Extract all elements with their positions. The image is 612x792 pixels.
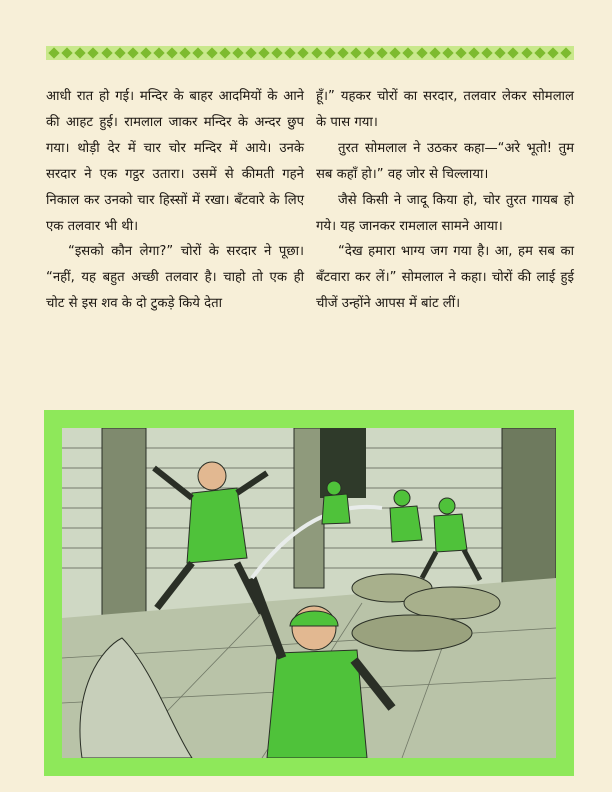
- paragraph: तुरत सोमलाल ने उठकर कहा—“अरे भूतो! तुम सब कहाँ हो।” वह जोर से चिल्लाया।: [316, 140, 574, 182]
- paragraph: आधी रात हो गई। मन्दिर के बाहर आदमियों के आने की आहट हुई। रामलाल जाकर मन्दिर के अन्दर छुप गया। थोड़ी देर में चार चोर मन्दिर में आये। उनके सरदार ने एक गट्ठर उतारा। उसमें से कीमती गहने निकाल कर उनको चार हिस्सों में रखा। बँटवारे के लिए एक तलवार भी थी।: [46, 89, 304, 234]
- border-diamond: [206, 47, 217, 58]
- border-diamond: [324, 47, 335, 58]
- border-diamond: [429, 47, 440, 58]
- left-text-column: [46, 84, 304, 317]
- border-diamond: [508, 47, 519, 58]
- border-diamond: [166, 47, 177, 58]
- border-diamond: [298, 47, 309, 58]
- right-text-column: [316, 84, 574, 317]
- border-diamond: [363, 47, 374, 58]
- border-diamond: [88, 47, 99, 58]
- border-diamond: [75, 47, 86, 58]
- border-diamond: [140, 47, 151, 58]
- border-diamond: [337, 47, 348, 58]
- border-diamond: [521, 47, 532, 58]
- border-diamond: [311, 47, 322, 58]
- border-diamond: [193, 47, 204, 58]
- border-diamond: [547, 47, 558, 58]
- border-diamond: [48, 47, 59, 58]
- temple-thieves-scene: [62, 428, 556, 758]
- border-diamond: [350, 47, 361, 58]
- treasure-pile: [352, 615, 472, 651]
- border-diamond: [153, 47, 164, 58]
- border-diamond: [390, 47, 401, 58]
- border-diamond: [180, 47, 191, 58]
- border-diamond: [232, 47, 243, 58]
- border-diamond: [258, 47, 269, 58]
- border-diamond: [245, 47, 256, 58]
- border-diamond: [127, 47, 138, 58]
- paragraph: जैसे किसी ने जादू किया हो, चोर तुरत गायब हो गये। यह जानकर रामलाल सामने आया।: [316, 192, 574, 234]
- paragraph: “इसको कौन लेगा?” चोरों के सरदार ने पूछा। “नहीं, यह बहुत अच्छी तलवार है। चाहो तो एक ही चोट से इस शव के दो टुकड़े किये देता: [46, 244, 304, 312]
- border-diamond: [271, 47, 282, 58]
- border-diamond: [285, 47, 296, 58]
- decorative-border-band: [46, 46, 574, 60]
- border-diamond: [416, 47, 427, 58]
- border-diamond: [61, 47, 72, 58]
- border-diamond: [442, 47, 453, 58]
- border-diamond: [376, 47, 387, 58]
- border-diamond: [481, 47, 492, 58]
- treasure-pile: [404, 587, 500, 619]
- paragraph: “देख हमारा भाग्य जग गया है। आ, हम सब का बँटवारा कर लें।” सोमलाल ने कहा। चोरों की लाई हुई चीजें उन्होंने आपस में बांट लीं।: [316, 244, 574, 312]
- border-diamond: [114, 47, 125, 58]
- border-diamond: [455, 47, 466, 58]
- paragraph: हूँ।” यहकर चोरों का सरदार, तलवार लेकर सोमलाल के पास गया।: [316, 89, 574, 130]
- pillar: [102, 428, 146, 618]
- illustration: [62, 428, 556, 758]
- border-diamond: [403, 47, 414, 58]
- pillar: [294, 428, 324, 588]
- border-diamond: [495, 47, 506, 58]
- border-diamond: [560, 47, 571, 58]
- border-diamond: [534, 47, 545, 58]
- border-diamond: [468, 47, 479, 58]
- border-diamond: [101, 47, 112, 58]
- border-diamond: [219, 47, 230, 58]
